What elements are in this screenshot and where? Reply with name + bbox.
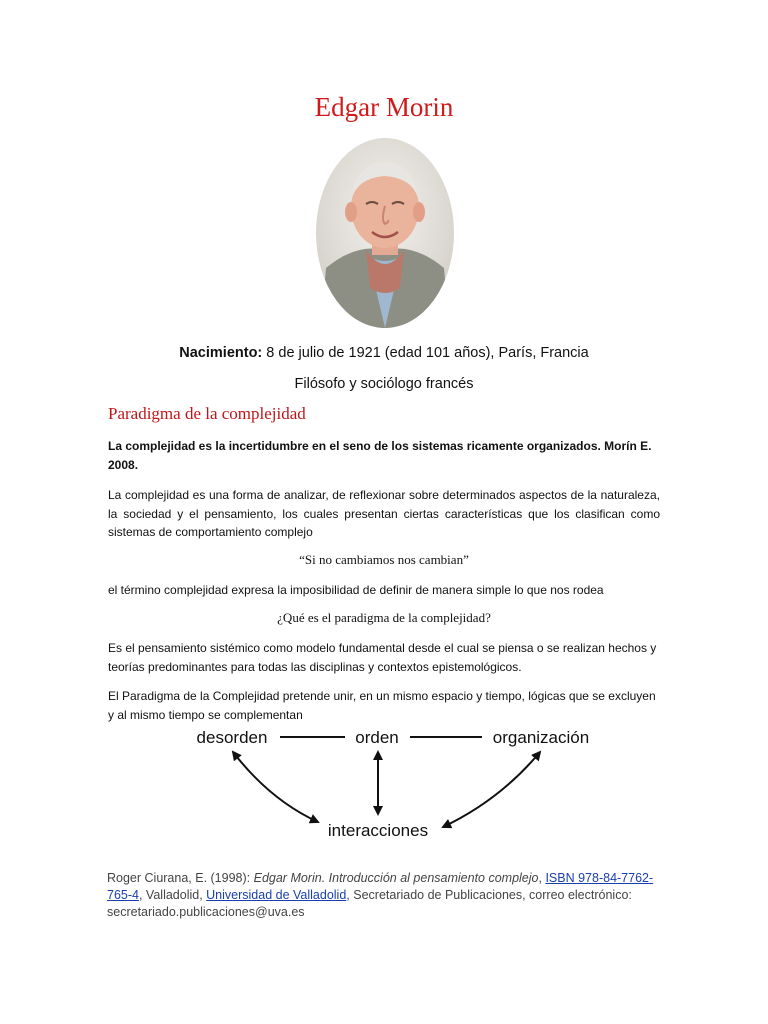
section-heading: Paradigma de la complejidad bbox=[108, 404, 306, 423]
paragraph-description: La complejidad es una forma de analizar, de reflexionar sobre determinados aspectos de la naturaleza, la sociedad y el pensamiento, los cuales presentan ciertas características que los clasifican como sistemas de comportamiento complejo bbox=[108, 488, 660, 539]
ref-sep: , Valladolid, bbox=[138, 888, 207, 902]
reference-citation bbox=[107, 870, 667, 921]
page-title: Edgar Morin bbox=[314, 92, 454, 122]
role-text: Filósofo y sociólogo francés bbox=[294, 376, 474, 392]
university-link[interactable]: Universidad de Valladolid bbox=[206, 888, 347, 902]
complexity-diagram bbox=[0, 720, 768, 850]
paragraph-term: el término complejidad expresa la imposibilidad de definir de manera simple lo que nos rodea bbox=[108, 583, 604, 597]
node-desorden: desorden bbox=[196, 728, 268, 747]
ref-book-title: Edgar Morin. Introducción al pensamiento complejo bbox=[253, 871, 539, 885]
birth-info bbox=[0, 345, 768, 361]
arrow-organizacion-interacciones bbox=[443, 752, 540, 827]
ref-tail: , Secretariado de Publicaciones, correo electrónico: secretariado.publicaciones@uva.es bbox=[107, 888, 632, 919]
quote-text: “Si no cambiamos nos cambian” bbox=[299, 552, 469, 567]
node-orden: orden bbox=[355, 728, 399, 747]
ref-author: Roger Ciurana, E. (1998): bbox=[107, 871, 254, 885]
question-heading: ¿Qué es el paradigma de la complejidad? bbox=[277, 610, 491, 625]
birth-label: Nacimiento: bbox=[179, 345, 263, 361]
portrait-photo bbox=[316, 138, 454, 328]
arrow-desorden-interacciones bbox=[233, 752, 318, 822]
ref-sep: , bbox=[538, 871, 546, 885]
birth-value: 8 de julio de 1921 (edad 101 años), París, Francia bbox=[262, 345, 589, 361]
paragraph-systemic: Es el pensamiento sistémico como modelo fundamental desde el cual se piensa o se realizan hechos y teorías predominantes para todas las disciplinas y contextos epistemológicos. bbox=[108, 641, 657, 674]
isbn-link[interactable]: ISBN 978-84-7762-765-4 bbox=[107, 871, 654, 902]
paragraph-definition: La complejidad es la incertidumbre en el seno de los sistemas ricamente organizados. Morín E. 2008. bbox=[108, 439, 652, 472]
paragraph-paradigm: El Paradigma de la Complejidad pretende unir, en un mismo espacio y tiempo, lógicas que se excluyen y al mismo tiempo se complementan bbox=[108, 689, 656, 722]
node-interacciones: interacciones bbox=[327, 821, 429, 840]
portrait-illustration bbox=[316, 138, 454, 328]
node-organizacion: organización bbox=[492, 728, 590, 747]
